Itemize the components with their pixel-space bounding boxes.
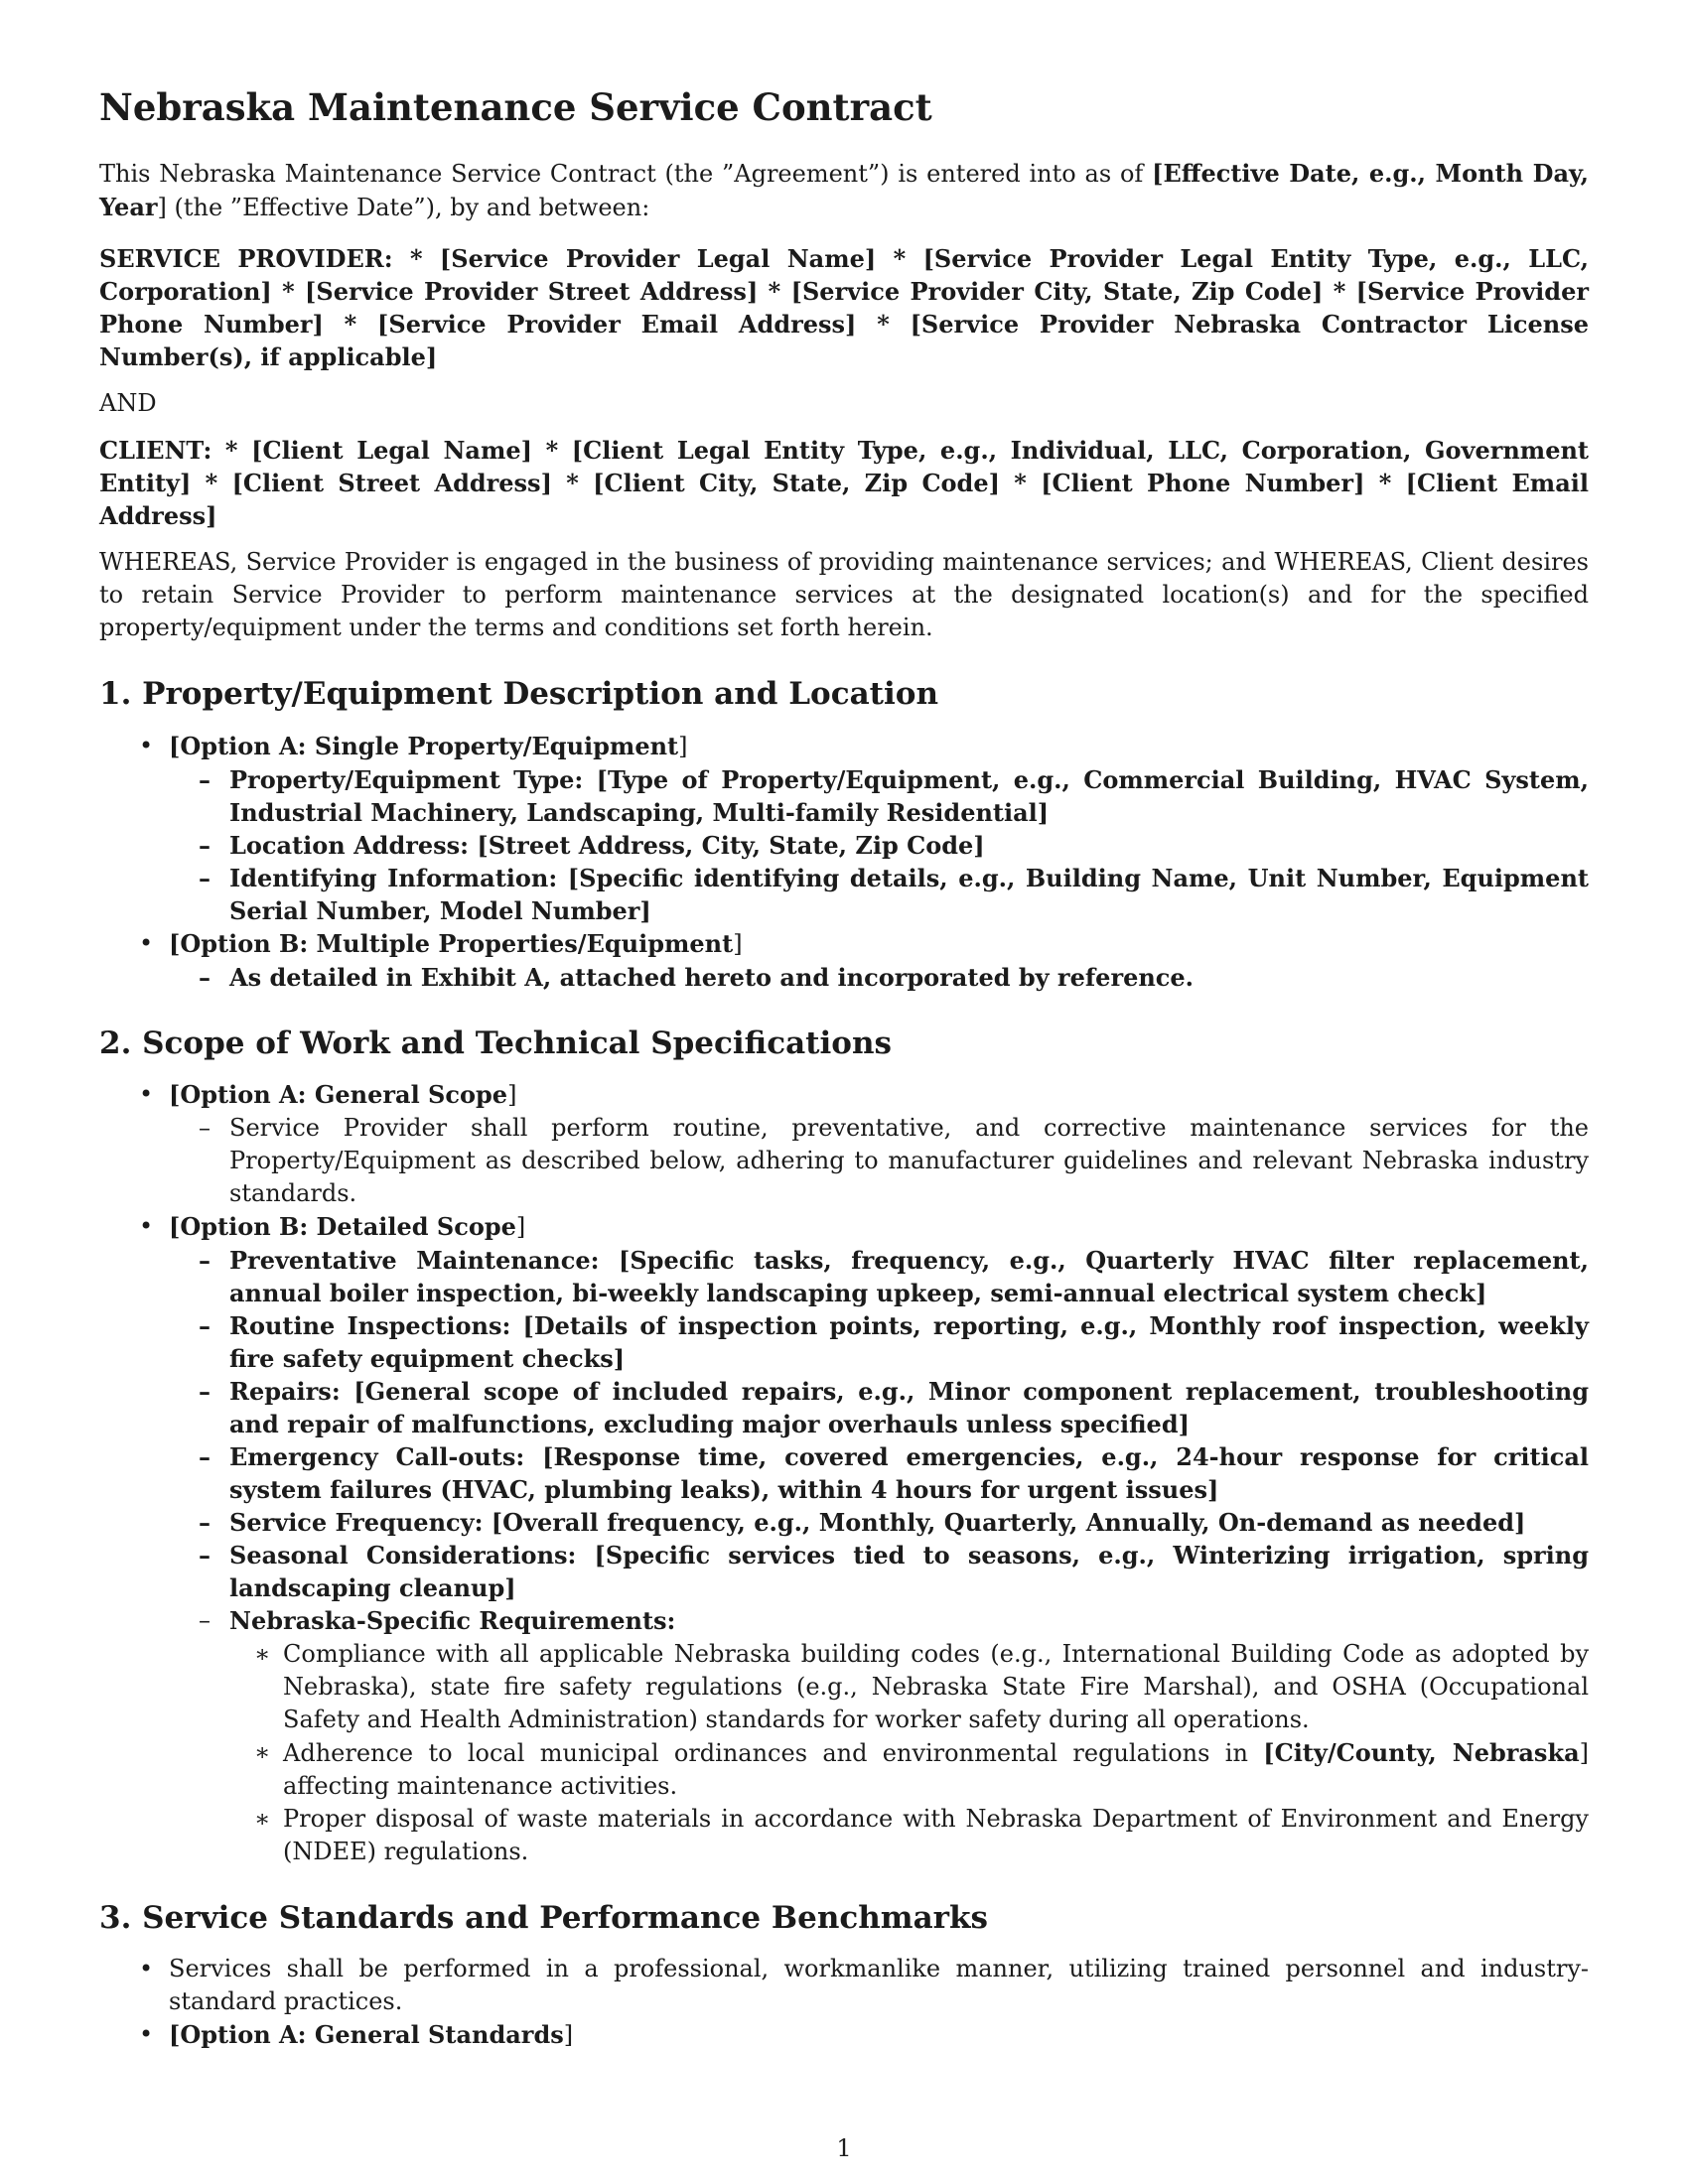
- section-1-list: [99, 730, 1589, 994]
- list-item: ∗ Compliance with all applicable Nebraska building codes (e.g., International Building Code as adopted by Nebraska), state fire safety regulations (e.g., Nebraska State Fire Marshal), and OSHA (Occupational Safety and Health Administration) standards for worker safety during all operations.: [229, 1638, 1589, 1736]
- service-provider-fields: * [Service Provider Legal Name] * [Service Provider Legal Entity Type, e.g., LLC, Corporation] * [Service Provider Street Address] * [Service Provider City, State, Zip Code] * [Service Provider Phone Number] * [Service Provider Email Address] * [Service Provider Nebraska Contractor License Number(s), if applicable]: [99, 244, 1589, 372]
- client-block: [99, 434, 1589, 532]
- section-2: [99, 1025, 1589, 1868]
- section-2-heading: 2. Scope of Work and Technical Specifications: [99, 1024, 892, 1061]
- list-item: – Repairs: [General scope of included repairs, e.g., Minor component replacement, troubleshooting and repair of malfunctions, excluding major overhauls unless specified]: [169, 1375, 1589, 1440]
- list-item: – Location Address: [Street Address, City, State, Zip Code]: [169, 829, 1589, 862]
- and-separator: AND: [99, 389, 157, 418]
- section-1-heading: 1. Property/Equipment Description and Location: [99, 676, 938, 713]
- list-item: • [Option A: General Standards]: [99, 2018, 1589, 2052]
- list-item: – Routine Inspections: [Details of inspection points, reporting, e.g., Monthly roof inspection, weekly fire safety equipment checks]: [169, 1309, 1589, 1375]
- list-item: – Service Frequency: [Overall frequency, e.g., Monthly, Quarterly, Annually, On-demand as needed]: [169, 1506, 1589, 1539]
- section-2-list: [99, 1078, 1589, 1868]
- list-item: • [Option A: General Scope] – Service Provider shall perform routine, preventative, and corrective maintenance services for the Property/Equipment as described below, adhering to manufacturer guidelines and relevant Nebraska industry standards.: [99, 1078, 1589, 1210]
- effective-date-field: [Effective Date, e.g., Month Day, Year: [99, 159, 1589, 222]
- list-item: – As detailed in Exhibit A, attached hereto and incorporated by reference.: [169, 961, 1589, 994]
- service-provider-label: SERVICE PROVIDER:: [99, 244, 393, 274]
- list-item: – Emergency Call-outs: [Response time, covered emergencies, e.g., 24-hour response for critical system failures (HVAC, plumbing leaks), within 4 hours for urgent issues]: [169, 1440, 1589, 1506]
- document-title: Nebraska Maintenance Service Contract: [99, 85, 932, 129]
- list-item: – Service Provider shall perform routine, preventative, and corrective maintenance services for the Property/Equipment as described below, adhering to manufacturer guidelines and relevant Nebraska industry standards.: [169, 1112, 1589, 1210]
- list-item: ∗ Proper disposal of waste materials in accordance with Nebraska Department of Environment and Energy (NDEE) regulations.: [229, 1803, 1589, 1868]
- section-3-heading: 3. Service Standards and Performance Benchmarks: [99, 1899, 988, 1936]
- list-item: • [Option B: Multiple Properties/Equipment] – As detailed in Exhibit A, attached hereto and incorporated by reference.: [99, 927, 1589, 994]
- page-number: 1: [836, 2134, 852, 2162]
- section-3-list: [99, 1953, 1589, 2052]
- section-1: [99, 676, 1589, 993]
- client-label: CLIENT:: [99, 436, 212, 466]
- contract-page: [99, 85, 1589, 2052]
- list-item: • [Option A: Single Property/Equipment] – Property/Equipment Type: [Type of Property/Equipment, e.g., Commercial Building, HVAC System, Industrial Machinery, Landscaping, Multi-family Residential] – Location Address: [Street Address, City, State, Zip Code] – Identifying Information: [Specific identifying details, e.g., Building Name, Unit Number, Equipment Serial Number, Model Number]: [99, 730, 1589, 927]
- intro-paragraph: This Nebraska Maintenance Service Contract (the ”Agreement”) is entered into as of [Effective Date, e.g., Month Day, Year] (the ”Effective Date”), by and between:: [99, 159, 1589, 222]
- list-item: • Services shall be performed in a professional, workmanlike manner, utilizing trained personnel and industry-standard practices.: [99, 1953, 1589, 2018]
- list-item: – Seasonal Considerations: [Specific services tied to seasons, e.g., Winterizing irrigation, spring landscaping cleanup]: [169, 1539, 1589, 1604]
- list-item: • [Option B: Detailed Scope] – Preventative Maintenance: [Specific tasks, frequency, e.g., Quarterly HVAC filter replacement, annual boiler inspection, bi-weekly landscaping upkeep, semi-annual electrical system check] – Routine Inspections: [Details of inspection points, reporting, e.g., Monthly roof inspection, weekly fire safety equipment checks] – Repairs: [General scope of included repairs, e.g., Minor component replacement, troubleshooting and repair of malfunctions, excluding major overhauls unless specified] – Emergency Call-outs: [Response time, covered emergencies, e.g., 24-hour response for critical system failures (HVAC, plumbing leaks), within 4 hours for urgent issues] – Service Frequency: [Overall frequency, e.g., Monthly, Quarterly, Annually, On-demand as needed] – Seasonal Considerations: [Specific services tied to seasons, e.g., Winterizing irrigation, spring landscaping cleanup] – Nebraska-Specific Requirements: ∗ Compliance with all applicable Nebraska building codes (e.g., International Building Code as adopted by Nebraska), state fire safety regulations (e.g., Nebraska State Fire Marshal), and OSHA (Occupational Safety and Health Administration) standards for worker safety during all operations. ∗ Adherence to local municipal ordinances and environmental regulations in [City/County, Nebraska] affecting maintenance activities. ∗ Proper disposal of waste materials in accordance with Nebraska Department of Environment and Energy (NDEE) regulations.: [99, 1210, 1589, 1868]
- service-provider-block: [99, 242, 1589, 373]
- list-item: – Nebraska-Specific Requirements: ∗ Compliance with all applicable Nebraska building codes (e.g., International Building Code as adopted by Nebraska), state fire safety regulations (e.g., Nebraska State Fire Marshal), and OSHA (Occupational Safety and Health Administration) standards for worker safety during all operations. ∗ Adherence to local municipal ordinances and environmental regulations in [City/County, Nebraska] affecting maintenance activities. ∗ Proper disposal of waste materials in accordance with Nebraska Department of Environment and Energy (NDEE) regulations.: [169, 1604, 1589, 1868]
- whereas-paragraph: WHEREAS, Service Provider is engaged in the business of providing maintenance services; and WHEREAS, Client desires to retain Service Provider to perform maintenance services at the designated location(s) and for the specified property/equipment under the terms and conditions set forth herein.: [99, 548, 1589, 642]
- list-item: – Identifying Information: [Specific identifying details, e.g., Building Name, Unit Number, Equipment Serial Number, Model Number]: [169, 862, 1589, 927]
- list-item: – Property/Equipment Type: [Type of Property/Equipment, e.g., Commercial Building, HVAC System, Industrial Machinery, Landscaping, Multi-family Residential]: [169, 763, 1589, 829]
- client-fields: * [Client Legal Name] * [Client Legal Entity Type, e.g., Individual, LLC, Corporation, Government Entity] * [Client Street Address] * [Client City, State, Zip Code] * [Client Phone Number] * [Client Email Address]: [99, 436, 1589, 531]
- section-3: [99, 1900, 1589, 2052]
- list-item: ∗ Adherence to local municipal ordinances and environmental regulations in [City/County, Nebraska] affecting maintenance activities.: [229, 1736, 1589, 1803]
- list-item: – Preventative Maintenance: [Specific tasks, frequency, e.g., Quarterly HVAC filter replacement, annual boiler inspection, bi-weekly landscaping upkeep, semi-annual electrical system check]: [169, 1244, 1589, 1309]
